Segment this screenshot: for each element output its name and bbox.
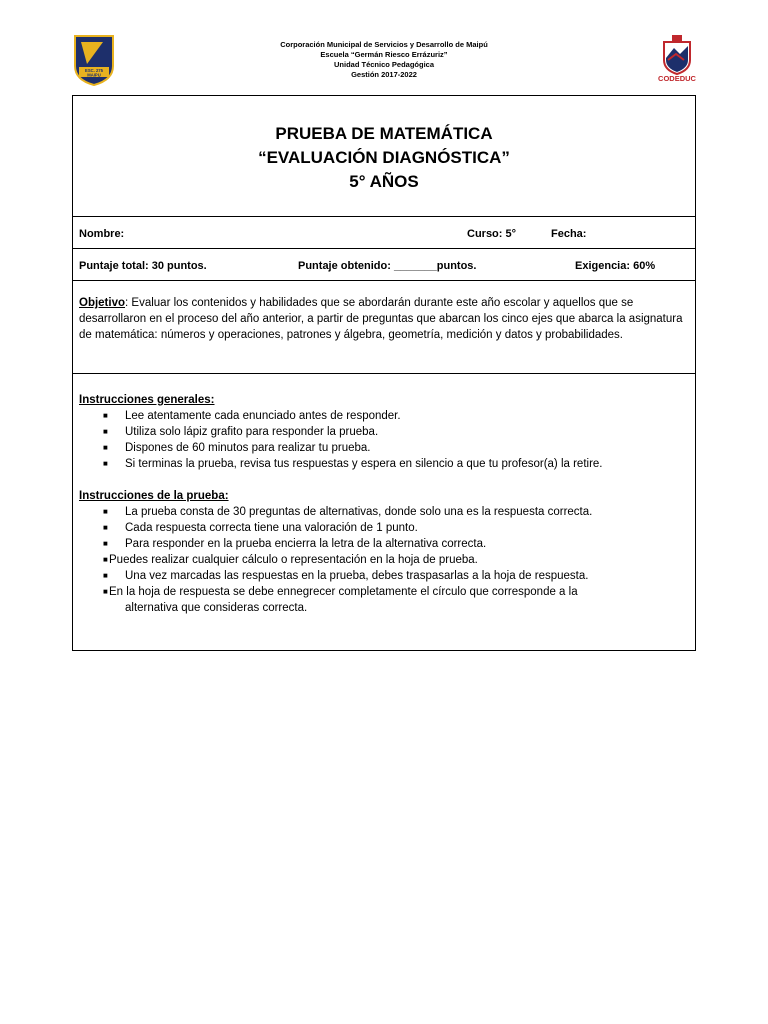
bullet-icon: ■ xyxy=(103,427,108,436)
bullet-icon: ■ xyxy=(103,459,108,468)
bullet-icon: ■ xyxy=(103,587,108,596)
date-label: Fecha: xyxy=(551,228,587,240)
institution-header xyxy=(200,40,568,80)
svg-text:MAIPU: MAIPU xyxy=(87,72,101,78)
list-item: ■ Una vez marcadas las respuestas en la prueba, debes traspasarlas a la hoja de respuesta. xyxy=(103,570,589,582)
general-instructions-heading: Instrucciones generales: xyxy=(79,394,215,406)
exam-title: PRUEBA DE MATEMÁTICA xyxy=(275,124,493,143)
student-info-row xyxy=(73,217,695,249)
score-row xyxy=(73,249,695,281)
test-instructions-heading: Instrucciones de la prueba: xyxy=(79,490,229,502)
bullet-icon: ■ xyxy=(103,571,108,580)
list-item: ■ Dispones de 60 minutos para realizar tu prueba. xyxy=(103,442,371,454)
list-item: ■ Para responder en la prueba encierra la letra de la alternativa correcta. xyxy=(103,538,487,550)
total-score: Puntaje total: 30 puntos. xyxy=(79,260,207,272)
list-item: ■ La prueba consta de 30 preguntas de alternativas, donde solo una es la respuesta correcta. xyxy=(103,506,593,518)
title-section xyxy=(73,96,695,217)
right-logo-text: CODEDUC xyxy=(658,74,696,83)
exam-subtitle: “EVALUACIÓN DIAGNÓSTICA” xyxy=(258,148,510,167)
list-item: ■ Utiliza solo lápiz grafito para responder la prueba. xyxy=(103,426,379,438)
header-line: Gestión 2017-2022 xyxy=(351,70,417,79)
exam-cover-table xyxy=(72,95,696,651)
list-item-continuation: alternativa que consideras correcta. xyxy=(125,602,308,614)
left-logo-text: ESC. 275 xyxy=(85,68,103,73)
header-line: Corporación Municipal de Servicios y Desarrollo de Maipú xyxy=(280,40,488,49)
course-label: Curso: 5° xyxy=(467,228,517,240)
objective-text: : Evaluar los contenidos y habilidades que se abordarán durante este año escolar y aquellos que se desarrollaron en el proceso del año anterior, a partir de preguntas que abarcan los cinco ejes que abarca la asignatura de matemática: números y operaciones, patrones y álgebra, geometría, medición y datos y probabilidades. xyxy=(79,297,683,341)
list-item: ■ En la hoja de respuesta se debe ennegrecer completamente el círculo que corresponde a la xyxy=(103,586,578,598)
bullet-icon: ■ xyxy=(103,523,108,532)
instructions-section xyxy=(73,374,695,650)
objective-section xyxy=(73,281,695,374)
list-item: ■ Si terminas la prueba, revisa tus respuestas y espera en silencio a que tu profesor(a) la retire. xyxy=(103,458,603,470)
page-header xyxy=(0,0,768,96)
codeduc-logo xyxy=(654,34,700,84)
name-label: Nombre: xyxy=(79,228,125,240)
objective-label: Objetivo xyxy=(79,297,126,309)
bullet-icon: ■ xyxy=(103,555,108,564)
header-line: Unidad Técnico Pedagógica xyxy=(333,60,435,69)
list-item: ■ Lee atentamente cada enunciado antes de responder. xyxy=(103,410,401,422)
bullet-icon: ■ xyxy=(103,443,108,452)
bullet-icon: ■ xyxy=(103,507,108,516)
school-crest-logo xyxy=(73,34,115,86)
list-item: ■ Cada respuesta correcta tiene una valoración de 1 punto. xyxy=(103,522,418,534)
bullet-icon: ■ xyxy=(103,411,108,420)
objective-paragraph xyxy=(79,295,689,343)
bullet-icon: ■ xyxy=(103,539,108,548)
passing-requirement: Exigencia: 60% xyxy=(575,260,656,272)
header-line: Escuela “Germán Riesco Errázuriz” xyxy=(320,50,448,59)
list-item: ■ Puedes realizar cualquier cálculo o representación en la hoja de prueba. xyxy=(103,554,478,566)
obtained-score: Puntaje obtenido: _______puntos. xyxy=(298,260,477,272)
exam-grade: 5° AÑOS xyxy=(349,172,419,191)
